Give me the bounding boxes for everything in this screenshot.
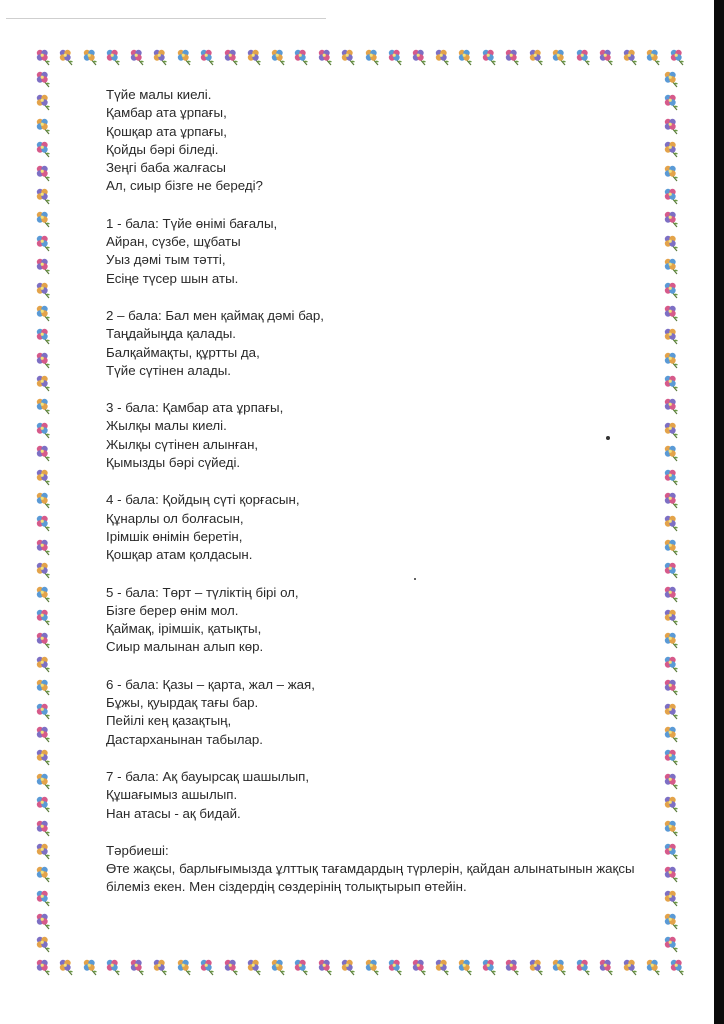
flower-icon: [662, 327, 682, 345]
flower-icon: [34, 117, 54, 135]
flower-icon: [662, 795, 682, 813]
flower-icon: [34, 421, 54, 439]
poem-line: Қойды бәрі біледі.: [106, 141, 219, 157]
flower-icon: [34, 281, 54, 299]
flower-icon: [662, 117, 682, 135]
flower-icon: [34, 70, 54, 88]
flower-icon: [662, 444, 682, 462]
flower-icon: [662, 187, 682, 205]
poem-line: 7 - бала: Ақ бауырсақ шашылып,: [106, 768, 310, 784]
flower-icon: [175, 958, 193, 978]
poem-line: Есіңе түсер шын аты.: [106, 270, 239, 286]
flower-icon: [81, 958, 99, 978]
poem-line: 2 – бала: Бал мен қаймақ дәмі бар,: [106, 307, 325, 323]
flower-icon: [662, 538, 682, 556]
flower-icon: [662, 514, 682, 532]
flower-icon: [34, 491, 54, 509]
flower-icon: [662, 164, 682, 182]
flower-icon: [316, 958, 334, 978]
flower-icon: [34, 210, 54, 228]
poem-line: 6 - бала: Қазы – қарта, жал – жая,: [106, 676, 315, 692]
poem-line: Жылқы малы киелі.: [106, 418, 227, 434]
flower-icon: [662, 257, 682, 275]
flower-icon: [433, 958, 451, 978]
flower-icon: [57, 958, 75, 978]
flower-icon: [662, 210, 682, 228]
poem-line: Құшағымыз ашылып.: [106, 787, 238, 803]
flower-icon: [34, 351, 54, 369]
flower-icon: [34, 397, 54, 415]
flower-border-right: [662, 70, 682, 954]
poem-line: Ал, сиыр бізге не береді?: [106, 178, 263, 194]
flower-icon: [34, 93, 54, 111]
flower-icon: [34, 748, 54, 766]
flower-icon: [662, 351, 682, 369]
poem-line: Таңдайыңда қалады.: [106, 326, 236, 342]
closing-speaker: Тәрбиеші:: [106, 842, 169, 858]
flower-icon: [34, 912, 54, 930]
flower-icon: [662, 491, 682, 509]
flower-icon: [662, 234, 682, 252]
flower-icon: [668, 958, 686, 978]
poem-line: Қаймақ, ірімшік, қатықты,: [106, 621, 262, 637]
poem-line: Түйе малы киелі.: [106, 87, 212, 102]
flower-icon: [34, 561, 54, 579]
flower-icon: [292, 958, 310, 978]
poem-line: Жылқы сүтінен алынған,: [106, 436, 259, 452]
poem-line: Түйе сүтінен алады.: [106, 362, 231, 378]
flower-icon: [34, 444, 54, 462]
flower-icon: [662, 70, 682, 88]
flower-icon: [128, 48, 146, 68]
flower-icon: [222, 958, 240, 978]
stanza-child-5: [106, 584, 636, 657]
flower-icon: [104, 48, 122, 68]
flower-icon: [621, 958, 639, 978]
flower-icon: [151, 48, 169, 68]
flower-icon: [662, 374, 682, 392]
flower-icon: [34, 772, 54, 790]
flower-icon: [433, 48, 451, 68]
poem-line: Қошқар ата ұрпағы,: [106, 123, 227, 139]
closing-remarks: [106, 842, 636, 897]
poem-line: 3 - бала: Қамбар ата ұрпағы,: [106, 400, 284, 416]
flower-icon: [34, 140, 54, 158]
flower-border-left: [34, 70, 54, 954]
flower-icon: [621, 48, 639, 68]
flower-icon: [363, 958, 381, 978]
poem-line: Қамбар ата ұрпағы,: [106, 105, 227, 121]
flower-icon: [339, 48, 357, 68]
flower-icon: [574, 958, 592, 978]
poem-line: Сиыр малынан алып көр.: [106, 639, 264, 655]
flower-icon: [644, 48, 662, 68]
flower-icon: [527, 48, 545, 68]
poem-line: Ірімшік өнімін беретін,: [106, 528, 243, 544]
flower-icon: [34, 187, 54, 205]
flower-icon: [410, 958, 428, 978]
flower-icon: [662, 935, 682, 953]
flower-icon: [34, 608, 54, 626]
stanza-child-3: [106, 399, 636, 472]
flower-icon: [574, 48, 592, 68]
flower-icon: [662, 678, 682, 696]
flower-icon: [292, 48, 310, 68]
flower-icon: [662, 819, 682, 837]
closing-text: Өте жақсы, барлығымызда ұлттық тағамдардың түрлерін, қайдан алынатынын жақсы білеміз екен. Мен сіздердің сөздерінің толықтырып өтейін.: [106, 861, 635, 895]
flower-icon: [662, 281, 682, 299]
flower-icon: [503, 958, 521, 978]
flower-icon: [480, 48, 498, 68]
poem-line: Балқаймақты, құртты да,: [106, 344, 260, 360]
flower-icon: [34, 468, 54, 486]
flower-icon: [456, 48, 474, 68]
stanza-child-4: [106, 491, 636, 564]
flower-icon: [662, 397, 682, 415]
poem-line: Бұжы, қуырдақ тағы бар.: [106, 695, 259, 711]
poem-line: 5 - бала: Төрт – түліктің бірі ол,: [106, 584, 299, 600]
flower-icon: [175, 48, 193, 68]
flower-icon: [34, 304, 54, 322]
poem-line: 1 - бала: Түйе өнімі бағалы,: [106, 215, 278, 231]
poem-line: Қошқар атам қолдасын.: [106, 547, 253, 563]
flower-icon: [34, 865, 54, 883]
poem-line: Қымызды бәрі сүйеді.: [106, 455, 241, 471]
flower-icon: [34, 655, 54, 673]
flower-icon: [386, 48, 404, 68]
stanza-child-2: [106, 307, 636, 380]
flower-icon: [57, 48, 75, 68]
flower-icon: [410, 48, 428, 68]
flower-icon: [34, 842, 54, 860]
poem-line: Пейілі кең қазақтың,: [106, 713, 232, 729]
flower-border-bottom: [34, 958, 686, 978]
flower-icon: [662, 304, 682, 322]
flower-icon: [34, 889, 54, 907]
flower-icon: [662, 772, 682, 790]
flower-icon: [597, 48, 615, 68]
flower-icon: [386, 958, 404, 978]
flower-icon: [34, 958, 52, 978]
flower-icon: [245, 48, 263, 68]
flower-icon: [662, 585, 682, 603]
flower-icon: [550, 48, 568, 68]
flower-icon: [34, 538, 54, 556]
poem-content: [106, 86, 636, 916]
flower-icon: [550, 958, 568, 978]
flower-icon: [34, 374, 54, 392]
flower-icon: [662, 912, 682, 930]
flower-icon: [527, 958, 545, 978]
flower-icon: [34, 327, 54, 345]
flower-icon: [662, 865, 682, 883]
scan-top-line: [6, 18, 326, 19]
stanza-child-6: [106, 676, 636, 749]
flower-icon: [597, 958, 615, 978]
flower-icon: [34, 48, 52, 68]
flower-icon: [662, 561, 682, 579]
flower-icon: [34, 585, 54, 603]
poem-line: Дастарханынан табылар.: [106, 731, 263, 747]
flower-icon: [456, 958, 474, 978]
flower-border-top: [34, 48, 686, 68]
poem-line: 4 - бала: Қойдың сүті қорғасын,: [106, 492, 300, 508]
flower-icon: [34, 234, 54, 252]
flower-icon: [34, 514, 54, 532]
flower-icon: [34, 164, 54, 182]
flower-icon: [269, 958, 287, 978]
scan-speck: [606, 436, 610, 440]
poem-line: Құнарлы ол болғасын,: [106, 510, 244, 526]
flower-icon: [151, 958, 169, 978]
flower-icon: [34, 678, 54, 696]
poem-line: Айран, сүзбе, шұбаты: [106, 234, 241, 250]
flower-icon: [662, 725, 682, 743]
flower-icon: [34, 702, 54, 720]
poem-line: Нан атасы - ақ бидай.: [106, 805, 241, 821]
flower-icon: [316, 48, 334, 68]
flower-icon: [644, 958, 662, 978]
flower-icon: [662, 468, 682, 486]
stanza-child-7: [106, 768, 636, 823]
flower-icon: [34, 631, 54, 649]
poem-line: Уыз дәмі тым тәтті,: [106, 252, 226, 268]
flower-icon: [34, 725, 54, 743]
flower-icon: [81, 48, 99, 68]
flower-icon: [363, 48, 381, 68]
flower-icon: [662, 748, 682, 766]
flower-icon: [662, 889, 682, 907]
flower-icon: [662, 608, 682, 626]
flower-icon: [34, 795, 54, 813]
flower-icon: [34, 935, 54, 953]
flower-icon: [662, 140, 682, 158]
flower-icon: [480, 958, 498, 978]
flower-icon: [503, 48, 521, 68]
stanza-intro: [106, 86, 636, 196]
flower-icon: [245, 958, 263, 978]
flower-icon: [662, 702, 682, 720]
poem-line: Зеңгі баба жалғасы: [106, 160, 226, 176]
flower-icon: [662, 93, 682, 111]
flower-icon: [34, 819, 54, 837]
flower-icon: [662, 655, 682, 673]
flower-icon: [662, 421, 682, 439]
poem-line: Бізге берер өнім мол.: [106, 602, 239, 618]
scan-edge-bar: [714, 0, 724, 1024]
flower-icon: [662, 842, 682, 860]
flower-icon: [104, 958, 122, 978]
flower-icon: [128, 958, 146, 978]
stanza-child-1: [106, 215, 636, 288]
flower-icon: [198, 48, 216, 68]
flower-icon: [269, 48, 287, 68]
scan-speck: [414, 578, 416, 580]
flower-icon: [339, 958, 357, 978]
flower-icon: [198, 958, 216, 978]
flower-icon: [668, 48, 686, 68]
flower-icon: [34, 257, 54, 275]
flower-icon: [662, 631, 682, 649]
flower-icon: [222, 48, 240, 68]
